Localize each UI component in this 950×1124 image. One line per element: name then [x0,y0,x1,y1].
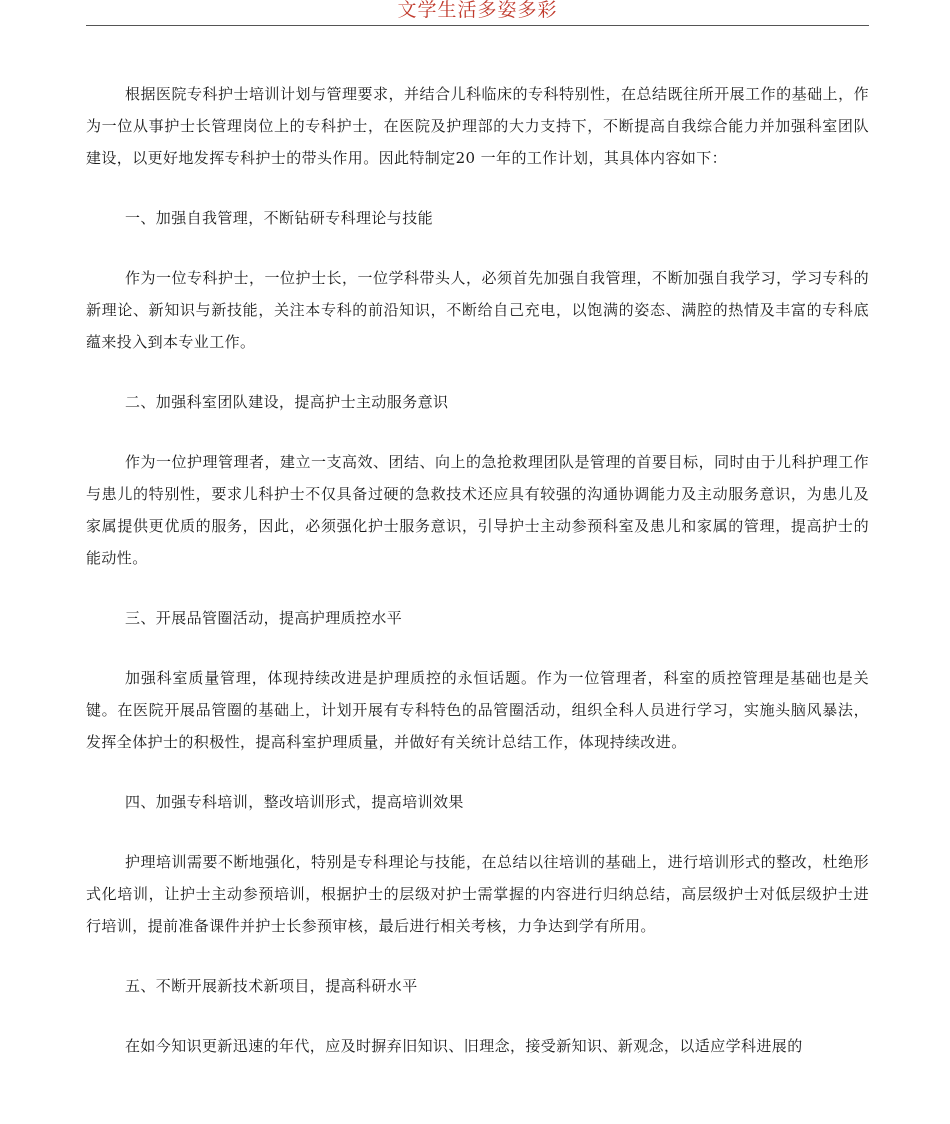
document-body [86,78,869,1062]
section-paragraph-5: 在如今知识更新迅速的年代，应及时摒弃旧知识、旧理念，接受新知识、新观念，以适应学科进展的 [125,1037,803,1055]
section-heading-5: 五、不断开展新技术新项目，提高科研水平 [125,977,418,995]
header-title: 文学生活多姿多彩 [397,0,558,21]
section-heading-1: 一、加强自我管理，不断钻研专科理论与技能 [125,209,434,227]
section-heading-3: 三、开展品管圈活动，提高护理质控水平 [125,609,403,627]
intro-paragraph: 根据医院专科护士培训计划与管理要求，并结合儿科临床的专科特别性，在总结既往所开展工作的基础上，作为一位从事护士长管理岗位上的专科护士，在医院及护理部的大力支持下，不断提高自我综合能力并加强科室团队建设，以更好地发挥专科护士的带头作用。因此特制定20 一年的工作计划，其具体内容如下： [86,85,869,167]
section-paragraph-1: 作为一位专科护士，一位护士长，一位学科带头人，必须首先加强自我管理，不断加强自我学习，学习专科的新理论、新知识与新技能，关注本专科的前沿知识，不断给自己充电，以饱满的姿态、满腔的热情及丰富的专科底蕴来投入到本专业工作。 [86,269,869,351]
section-paragraph-3: 加强科室质量管理，体现持续改进是护理质控的永恒话题。作为一位管理者，科室的质控管理是基础也是关键。在医院开展品管圈的基础上，计划开展有专科特色的品管圈活动，组织全科人员进行学习，实施头脑风暴法，发挥全体护士的积极性，提高科室护理质量，并做好有关统计总结工作，体现持续改进。 [86,669,869,751]
section-heading-2: 二、加强科室团队建设，提高护士主动服务意识 [125,393,449,411]
section-paragraph-4: 护理培训需要不断地强化，特别是专科理论与技能，在总结以往培训的基础上，进行培训形式的整改，杜绝形式化培训，让护士主动参预培训，根据护士的层级对护士需掌握的内容进行归纳总结，高层级护士对低层级护士进行培训，提前准备课件并护士长参预审核，最后进行相关考核，力争达到学有所用。 [86,853,869,935]
section-paragraph-2: 作为一位护理管理者，建立一支高效、团结、向上的急抢救理团队是管理的首要目标，同时由于儿科护理工作与患儿的特别性，要求儿科护士不仅具备过硬的急救技术还应具有较强的沟通协调能力及主动服务意识，为患儿及家属提供更优质的服务，因此，必须强化护士服务意识，引导护士主动参预科室及患儿和家属的管理，提高护士的能动性。 [86,453,869,567]
page-header [86,0,869,26]
section-heading-4: 四、加强专科培训，整改培训形式，提高培训效果 [125,793,464,811]
